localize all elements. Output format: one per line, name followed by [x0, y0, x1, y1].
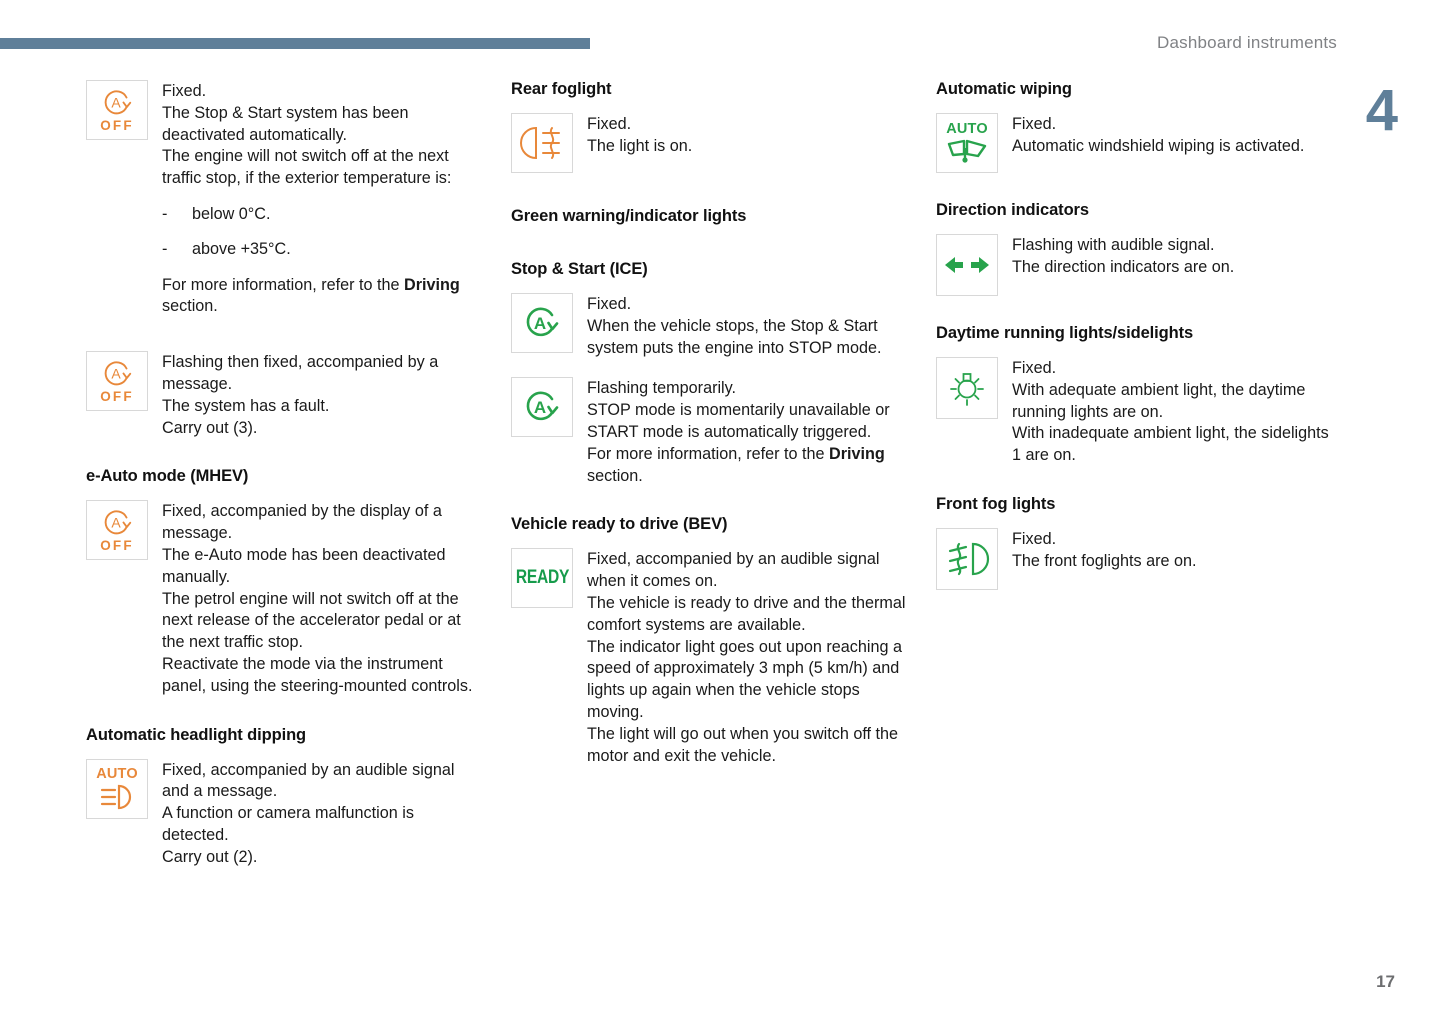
dash-marker: - — [162, 239, 168, 258]
line: When the vehicle stops, the Stop & Start system puts the engine into STOP mode. — [587, 316, 882, 357]
line: The system has a fault. — [162, 396, 330, 415]
closing-bold: Driving — [404, 275, 460, 294]
entry-body — [162, 80, 483, 318]
closing-prefix: For more information, refer to the — [587, 444, 830, 463]
entry-body — [587, 113, 908, 158]
entry-body — [162, 500, 483, 697]
closing-prefix: For more information, refer to the — [162, 275, 405, 294]
line: Carry out (2). — [162, 847, 258, 866]
line: Fixed, accompanied by the display of a message. — [162, 502, 442, 543]
page-number: 17 — [1376, 972, 1395, 991]
stop-start-off-icon — [86, 80, 148, 140]
line: Fixed. — [162, 82, 207, 100]
line: STOP mode is momentarily unavailable or START mode is automatically triggered. — [587, 401, 890, 441]
daytime-running-lights-icon — [936, 357, 998, 419]
section-heading-automatic-wiping: Automatic wiping — [936, 80, 1072, 98]
svg-text:A: A — [533, 314, 547, 333]
closing-suffix: section. — [162, 297, 218, 316]
line: Flashing temporarily. — [587, 379, 737, 398]
entry-body — [587, 548, 908, 767]
header-rule — [0, 38, 590, 49]
line: Fixed, accompanied by an audible signal and a message. — [162, 760, 455, 801]
entry-body — [1012, 113, 1333, 158]
auto-label: AUTO — [946, 120, 988, 137]
page-columns — [86, 80, 1361, 887]
line: The e-Auto mode has been deactivated manually. — [162, 545, 446, 586]
a-circle-arrow-glyph — [100, 88, 134, 118]
entry-stop-start-off-fixed — [86, 80, 483, 318]
column-left — [86, 80, 511, 887]
double-arrow-glyph — [942, 253, 992, 277]
list-item — [162, 204, 483, 226]
closing-suffix: section. — [587, 466, 643, 485]
entry-body — [1012, 357, 1333, 467]
line: Flashing with audible signal. — [1012, 236, 1215, 254]
headlight-beam-glyph — [97, 784, 137, 810]
entry-vehicle-ready-to-drive — [511, 548, 908, 767]
line: Flashing then fixed, accompanied by a message. — [162, 353, 439, 393]
sun-bulb-glyph — [945, 368, 989, 408]
line: The petrol engine will not switch off at the next release of the accelerator pedal or at the next traffic stop. — [162, 589, 461, 652]
svg-text:A: A — [533, 398, 547, 418]
closing-note — [587, 444, 908, 488]
stop-start-green-icon — [511, 293, 573, 353]
line: The light will go out when you switch off the motor and exit the vehicle. — [587, 724, 899, 765]
a-circle-arrow-glyph — [100, 359, 134, 389]
entry-daytime-running-lights — [936, 357, 1333, 467]
entry-automatic-wiping — [936, 113, 1333, 173]
off-label: OFF — [100, 117, 134, 133]
rear-foglight-icon — [511, 113, 573, 173]
line: The front foglights are on. — [1012, 551, 1197, 570]
section-heading-automatic-headlight-dipping: Automatic headlight dipping — [86, 725, 307, 744]
section-heading-stop-start-ice: Stop & Start (ICE) — [511, 260, 648, 278]
line: Fixed. — [587, 295, 632, 313]
ready-label: READY — [515, 567, 569, 589]
section-heading-daytime-running-lights: Daytime running lights/sidelights — [936, 324, 1194, 342]
svg-text:A: A — [111, 365, 121, 382]
wiper-glyph — [945, 138, 989, 164]
line: Fixed. — [1012, 529, 1057, 548]
section-heading-e-auto-mode: e-Auto mode (MHEV) — [86, 467, 249, 486]
front-foglight-glyph — [944, 540, 990, 578]
line: The engine will not switch off at the next traffic stop, if the exterior temperature is: — [162, 147, 452, 188]
svg-text:A: A — [111, 514, 121, 531]
line: With inadequate ambient light, the sidelights 1 are on. — [1012, 424, 1329, 465]
dash-marker: - — [162, 204, 168, 223]
off-label: OFF — [100, 388, 134, 404]
automatic-wiping-icon — [936, 113, 998, 173]
a-circle-arrow-glyph — [100, 508, 134, 538]
line: The indicator light goes out upon reaching a speed of approximately 3 mph (5 km/h) and lights up again when the vehicle stops moving. — [587, 637, 902, 721]
chapter-number: 4 — [1365, 78, 1398, 143]
column-right — [936, 80, 1361, 887]
line: Fixed. — [587, 115, 632, 133]
section-heading-direction-indicators: Direction indicators — [936, 201, 1089, 219]
line: The direction indicators are on. — [1012, 257, 1235, 276]
list-item-label: below 0°C. — [192, 204, 271, 223]
line: The vehicle is ready to drive and the thermal comfort systems are available. — [587, 593, 906, 634]
line: Carry out (3). — [162, 418, 258, 437]
entry-body — [1012, 528, 1333, 573]
section-heading-front-fog-lights: Front fog lights — [936, 494, 1056, 513]
stop-start-off-fault-icon — [86, 351, 148, 411]
svg-text:A: A — [111, 94, 121, 111]
entry-stop-start-green-flashing — [511, 377, 908, 487]
entry-stop-start-off-fault — [86, 351, 483, 439]
line: Fixed, accompanied by an audible signal when it comes on. — [587, 550, 880, 591]
direction-indicators-icon — [936, 234, 998, 296]
line: Reactivate the mode via the instrument panel, using the steering-mounted controls. — [162, 654, 473, 695]
header-title: Dashboard instruments — [1157, 33, 1337, 52]
a-circle-arrow-green-glyph — [522, 304, 562, 342]
stop-start-green-flashing-icon — [511, 377, 573, 437]
list-item-label: above +35°C. — [192, 239, 291, 258]
closing-note — [162, 275, 483, 319]
a-circle-arrow-green-glyph — [522, 388, 562, 426]
entry-automatic-headlight-dipping — [86, 759, 483, 869]
condition-list — [162, 204, 483, 261]
entry-rear-foglight — [511, 113, 908, 173]
section-heading-vehicle-ready-to-drive: Vehicle ready to drive (BEV) — [511, 515, 728, 534]
entry-body — [587, 293, 908, 359]
line: The Stop & Start system has been deactivated automatically. — [162, 103, 409, 144]
vehicle-ready-icon — [511, 548, 573, 608]
auto-label: AUTO — [96, 766, 138, 783]
column-middle — [511, 80, 936, 887]
section-heading-green-warning-lights: Green warning/indicator lights — [511, 207, 747, 225]
line: Fixed. — [1012, 115, 1057, 133]
entry-front-fog-lights — [936, 528, 1333, 590]
section-heading-rear-foglight: Rear foglight — [511, 80, 612, 98]
off-label: OFF — [100, 538, 134, 554]
line: With adequate ambient light, the daytime running lights are on. — [1012, 380, 1306, 421]
line: Fixed. — [1012, 359, 1057, 377]
entry-direction-indicators — [936, 234, 1333, 296]
line: Automatic windshield wiping is activated. — [1012, 136, 1305, 155]
entry-body — [587, 377, 908, 487]
e-auto-mode-off-icon — [86, 500, 148, 560]
front-fog-lights-icon — [936, 528, 998, 590]
entry-body — [1012, 234, 1333, 279]
line: A function or camera malfunction is detected. — [162, 804, 414, 844]
line: The light is on. — [587, 136, 693, 155]
entry-body — [162, 759, 483, 869]
list-item — [162, 239, 483, 261]
entry-e-auto-mode-off — [86, 500, 483, 697]
entry-body — [162, 351, 483, 439]
closing-bold: Driving — [829, 444, 885, 463]
rear-foglight-glyph — [519, 124, 565, 162]
entry-stop-start-green-fixed — [511, 293, 908, 359]
automatic-headlight-dipping-icon — [86, 759, 148, 819]
